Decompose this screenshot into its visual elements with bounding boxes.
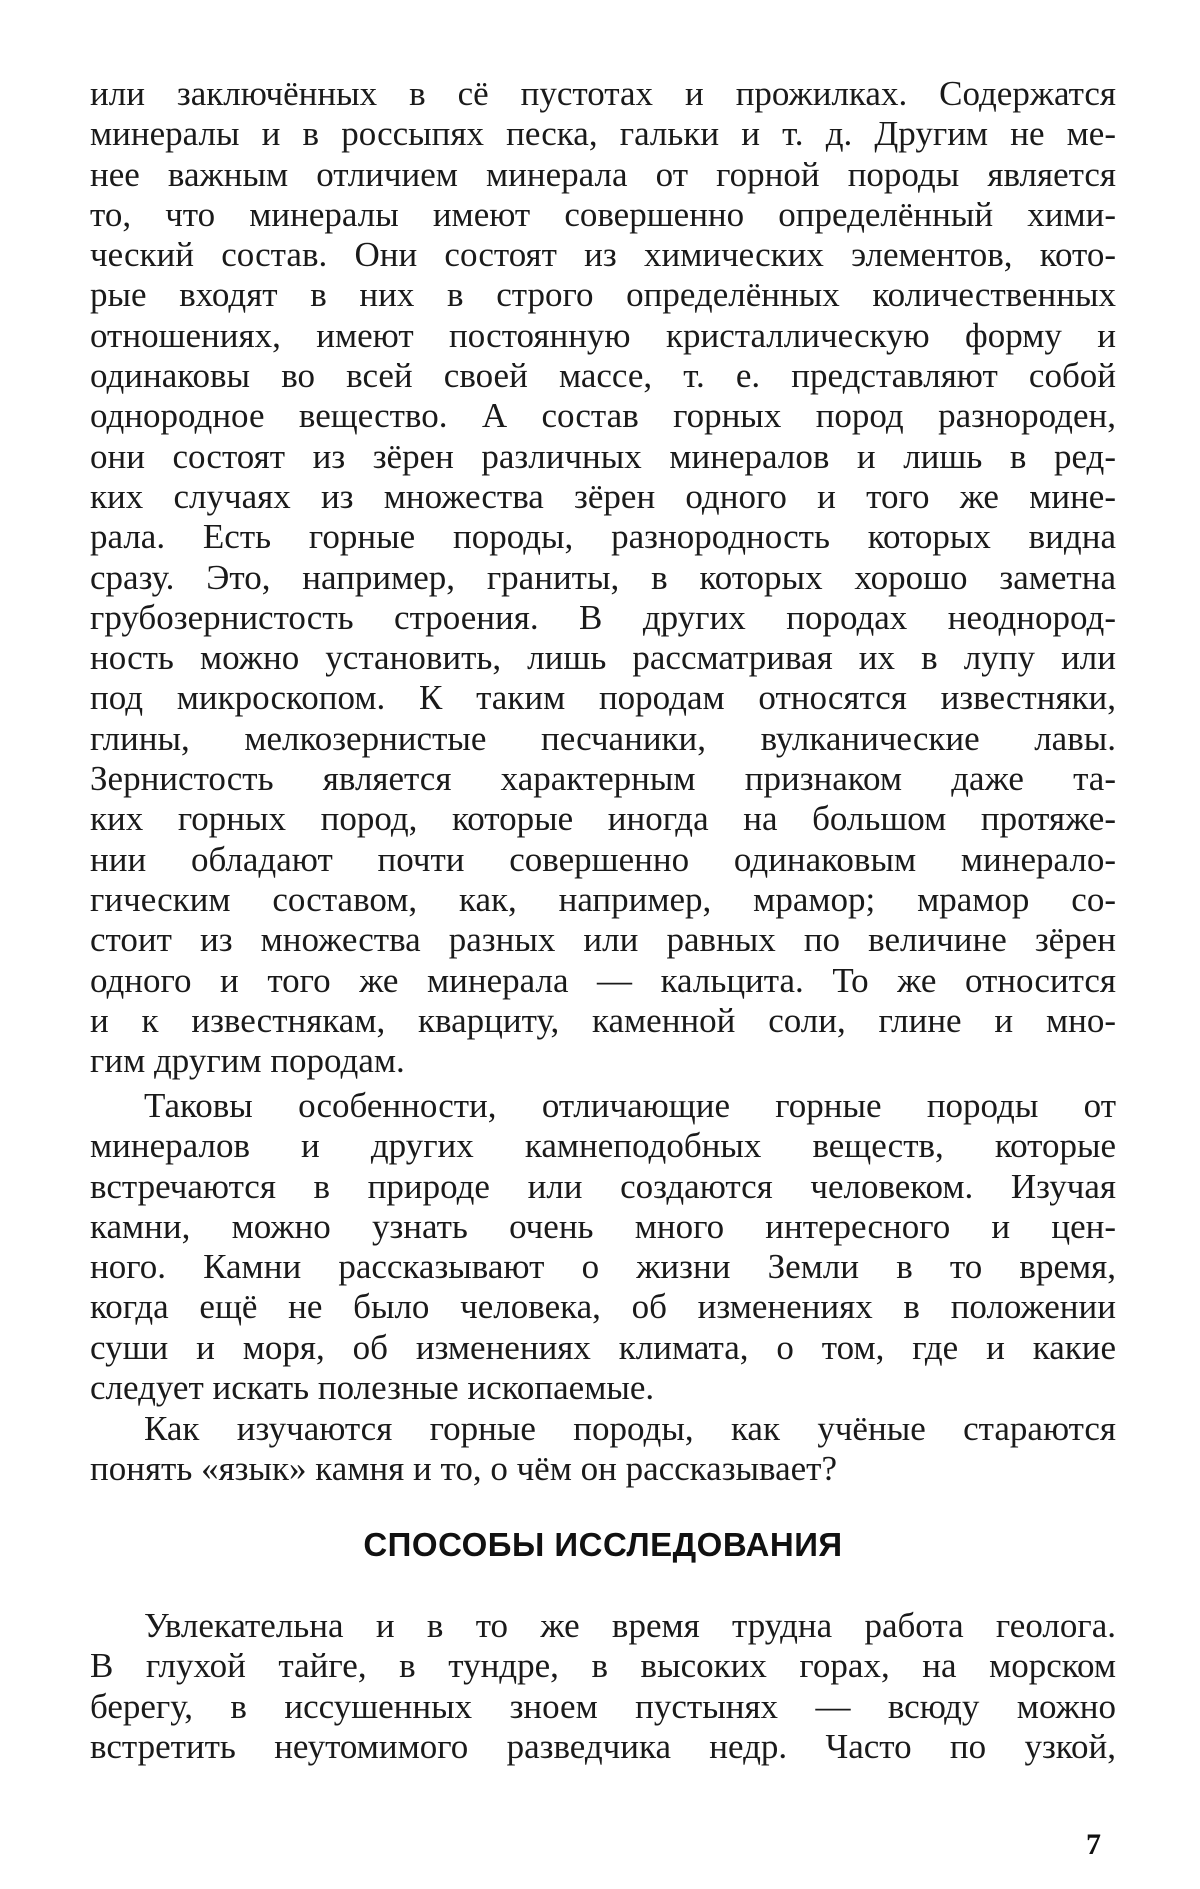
text-line: одинаковы во всей своей массе, т. е. представляют собой (90, 356, 1116, 396)
text-line: или заключённых в сё пустотах и прожилках. Содержатся (90, 74, 1116, 113)
text-line: ких случаях из множества зёрен одного и того же мине- (90, 476, 1116, 516)
paragraph-minerals (90, 74, 1116, 1081)
text-line: однородное вещество. А состав горных пород разнороден, (90, 396, 1116, 436)
section-heading: СПОСОБЫ ИССЛЕДОВАНИЯ (363, 1526, 843, 1563)
text-line: В глухой тайге, в тундре, в высоких горах, на морском (90, 1646, 1116, 1686)
text-line: то, что минералы имеют совершенно определённый хими- (90, 194, 1116, 234)
text-line: ного. Камни рассказывают о жизни Земли в то время, (90, 1247, 1116, 1287)
paragraph-geologist (90, 1606, 1116, 1767)
text-line: встречаются в природе или создаются человеком. Изучая (90, 1166, 1116, 1206)
text-line: камни, можно узнать очень много интересного и цен- (90, 1206, 1116, 1246)
text-line: сразу. Это, например, граниты, в которых хорошо заметна (90, 557, 1116, 597)
text-line: минералов и других камнеподобных веществ, которые (90, 1126, 1116, 1166)
text-line: понять «язык» камня и то, о чём он рассказывает? (90, 1449, 837, 1489)
text-line: Увлекательна и в то же время трудна работа геолога. (144, 1606, 1116, 1645)
text-line: они состоят из зёрен различных минералов и лишь в ред- (90, 436, 1116, 476)
text-line: встретить неутомимого разведчика недр. Часто по узкой, (90, 1726, 1116, 1766)
text-line: Как изучаются горные породы, как учёные стараются (144, 1409, 1116, 1448)
text-line: ческий состав. Они состоят из химических элементов, кото- (90, 235, 1116, 275)
text-line: берегу, в иссушенных зноем пустынях — всюду можно (90, 1686, 1116, 1726)
text-line: Зернистость является характерным признаком даже та- (90, 759, 1116, 799)
text-line: рые входят в них в строго определённых количественных (90, 275, 1116, 315)
text-line: суши и моря, об изменениях климата, о том, где и какие (90, 1327, 1116, 1367)
text-line: следует искать полезные ископаемые. (90, 1368, 655, 1408)
text-line: минералы и в россыпях песка, гальки и т. д. Другим не ме- (90, 114, 1116, 154)
text-line: одного и того же минерала — кальцита. То же относится (90, 960, 1116, 1000)
paragraph-features (90, 1086, 1116, 1408)
text-line: гическим составом, как, например, мрамор; мрамор со- (90, 879, 1116, 919)
text-line: под микроскопом. К таким породам относятся известняки, (90, 678, 1116, 718)
text-line: грубозернистость строения. В других породах неоднород- (90, 597, 1116, 637)
text-line: нее важным отличием минерала от горной породы является (90, 154, 1116, 194)
text-line: ких горных пород, которые иногда на большом протяже- (90, 799, 1116, 839)
page-number: 7 (1086, 1828, 1101, 1861)
text-line: ность можно установить, лишь рассматривая их в лупу или (90, 638, 1116, 678)
text-line: и к известнякам, кварциту, каменной соли, глине и мно- (90, 1000, 1116, 1040)
text-line: нии обладают почти совершенно одинаковым минерало- (90, 839, 1116, 879)
text-line: отношениях, имеют постоянную кристаллическую форму и (90, 315, 1116, 355)
text-line: рала. Есть горные породы, разнородность которых видна (90, 517, 1116, 557)
text-line: глины, мелкозернистые песчаники, вулканические лавы. (90, 718, 1116, 758)
text-line: Таковы особенности, отличающие горные породы от (144, 1086, 1116, 1125)
text-line: стоит из множества разных или равных по величине зёрен (90, 920, 1116, 960)
text-line: гим другим породам. (90, 1041, 405, 1081)
paragraph-question (90, 1409, 1116, 1490)
text-line: когда ещё не было человека, об изменениях в положении (90, 1287, 1116, 1327)
